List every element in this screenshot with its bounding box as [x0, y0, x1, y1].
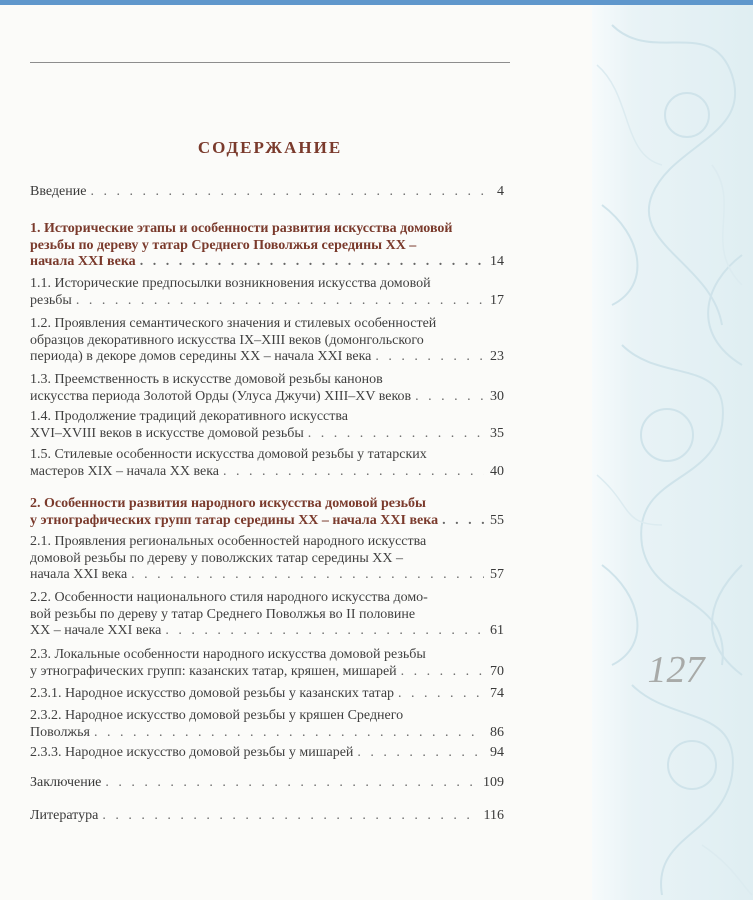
dot-leader: [442, 513, 484, 530]
ornament-pattern: [592, 5, 753, 900]
toc-page-number: 74: [490, 686, 504, 701]
decorative-ornament-panel: [592, 5, 753, 900]
toc-entry-text: 1.2. Проявления семантического значения и стилевых особенностей: [30, 316, 437, 331]
dot-leader: [94, 725, 484, 742]
toc-entry-text: XX – начале XXI века: [30, 623, 162, 638]
toc-entry-line: [30, 496, 504, 513]
toc-entry-text: у этнографических групп татар середины XX – начала XXI века: [30, 512, 439, 528]
toc-entry-line: [30, 221, 504, 238]
dot-leader: [308, 426, 484, 443]
toc-entry-text: 1.1. Исторические предпосылки возникновения искусства домовой: [30, 276, 431, 291]
toc-page-number: 116: [483, 808, 504, 823]
toc-page-number: 61: [490, 623, 504, 638]
toc-entry: [30, 372, 504, 405]
toc-entry: [30, 184, 504, 201]
dot-leader: [223, 464, 484, 481]
dot-leader: [415, 389, 484, 406]
toc-entry: [30, 276, 504, 309]
dot-leader: [102, 808, 479, 825]
toc-entry: [30, 808, 504, 825]
toc-page-number: 94: [490, 745, 504, 760]
toc-entry-text: мастеров XIX – начала XX века: [30, 463, 220, 479]
toc-entry-text: 1.3. Преемственность в искусстве домовой резьбы канонов: [30, 372, 383, 387]
toc-entry-line: [30, 426, 504, 443]
dot-leader: [140, 254, 484, 271]
dot-leader: [131, 567, 484, 584]
toc-entry-line: [30, 775, 504, 792]
toc-entry-line: [30, 725, 504, 742]
toc-entry: [30, 534, 504, 584]
toc-entry-line: [30, 607, 504, 624]
dot-leader: [105, 775, 479, 792]
toc-entry-line: [30, 333, 504, 350]
toc-entry: [30, 221, 504, 271]
toc-page-number: 70: [490, 663, 504, 679]
header-rule: [30, 62, 510, 63]
toc-page-number: 23: [490, 349, 504, 364]
toc-entry-line: [30, 551, 504, 568]
toc-entry-line: [30, 184, 504, 201]
toc-entry: [30, 496, 504, 529]
toc-entry-line: [30, 447, 504, 464]
toc-entry-text: домовой резьбы по дереву у поволжских татар середины XX –: [30, 550, 403, 566]
toc-entry-text: начала XXI века: [30, 567, 128, 582]
toc-entry-line: [30, 238, 504, 255]
toc-entry: [30, 708, 504, 741]
toc-entry: [30, 775, 504, 792]
toc-entry-text: 2.2. Особенности национального стиля народного искусства домо-: [30, 590, 428, 605]
toc-entry-line: [30, 590, 504, 607]
toc-entry-line: [30, 349, 504, 366]
toc-entry-line: [30, 567, 504, 584]
toc-entry: [30, 647, 504, 680]
toc-page-number: 55: [490, 512, 504, 528]
toc-entry-line: [30, 534, 504, 551]
toc-page-number: 57: [490, 567, 504, 582]
toc-entry-text: начала XXI века: [30, 254, 136, 269]
toc-page-number: 30: [490, 388, 504, 404]
toc-page-number: 17: [490, 292, 504, 308]
toc-entry-line: [30, 293, 504, 310]
toc-entry: [30, 590, 504, 640]
toc-entry-text: Литература: [30, 808, 99, 823]
dot-leader: [90, 184, 484, 201]
page-number: 127: [647, 649, 705, 691]
toc-entry-line: [30, 808, 504, 825]
dot-leader: [76, 293, 484, 310]
toc-entry-line: [30, 686, 504, 703]
toc-page-number: 40: [490, 463, 504, 479]
toc-entry-line: [30, 664, 504, 681]
toc-entry-line: [30, 513, 504, 530]
toc-entry-text: вой резьбы по дереву у татар Среднего Поволжья во II половине: [30, 606, 416, 622]
toc-entry-text: искусства периода Золотой Орды (Улуса Джучи) XIII–XV веков: [30, 388, 412, 404]
dot-leader: [401, 664, 484, 681]
toc-entry-text: 1. Исторические этапы и особенности развития искусства домовой: [30, 221, 453, 236]
toc-entry: [30, 745, 504, 762]
toc-entry-line: [30, 464, 504, 481]
toc-entry-text: 1.4. Продолжение традиций декоративного искусства: [30, 409, 349, 424]
toc-page-number: 109: [483, 775, 504, 790]
page-title: СОДЕРЖАНИЕ: [197, 138, 343, 157]
toc-entry-line: [30, 647, 504, 664]
toc-entry-text: 2. Особенности развития народного искусства домовой резьбы: [30, 496, 426, 511]
toc-entry-text: 2.1. Проявления региональных особенностей народного искусства: [30, 534, 427, 549]
toc-entry-text: 2.3. Локальные особенности народного искусства домовой резьбы: [30, 647, 426, 662]
toc-entry-line: [30, 409, 504, 426]
toc-entry-line: [30, 316, 504, 333]
toc-entry-line: [30, 745, 504, 762]
toc-entry-line: [30, 708, 504, 725]
toc-entry-text: резьбы: [30, 292, 72, 308]
toc-entry-text: у этнографических групп: казанских татар, кряшен, мишарей: [30, 663, 397, 679]
toc-entry-line: [30, 623, 504, 640]
dot-leader: [357, 745, 484, 762]
toc-entry-text: Введение: [30, 184, 87, 199]
toc-entry-line: [30, 389, 504, 406]
toc-entry-text: Поволжья: [30, 724, 90, 740]
toc-entry: [30, 686, 504, 703]
toc-entry-line: [30, 254, 504, 271]
toc-entry-line: [30, 276, 504, 293]
dot-leader: [165, 623, 484, 640]
toc-entry-text: резьбы по дереву у татар Среднего Поволжья середины XX –: [30, 237, 417, 253]
toc-entry-text: 2.3.1. Народное искусство домовой резьбы у казанских татар: [30, 686, 395, 701]
toc-entry-text: образцов декоративного искусства IX–XIII веков (домонгольского: [30, 332, 424, 348]
toc-entry: [30, 409, 504, 442]
toc-entry: [30, 447, 504, 480]
toc-entry-text: 1.5. Стилевые особенности искусства домовой резьбы у татарских: [30, 447, 427, 462]
toc-entry-line: [30, 372, 504, 389]
toc-entry-text: Заключение: [30, 775, 102, 790]
dot-leader: [398, 686, 484, 703]
toc-entry-text: 2.3.2. Народное искусство домовой резьбы у кряшен Среднего: [30, 708, 404, 723]
toc-page-number: 86: [490, 724, 504, 740]
toc-entry: [30, 316, 504, 366]
toc-page-number: 35: [490, 425, 504, 441]
toc-page-number: 4: [497, 184, 504, 199]
toc-page-number: 14: [490, 254, 504, 269]
dot-leader: [375, 349, 484, 366]
toc-entry-text: 2.3.3. Народное искусство домовой резьбы у мишарей: [30, 745, 354, 760]
toc-entry-text: XVI–XVIII веков в искусстве домовой резьбы: [30, 425, 304, 441]
toc-entry-text: периода) в декоре домов середины XX – начала XXI века: [30, 349, 372, 364]
